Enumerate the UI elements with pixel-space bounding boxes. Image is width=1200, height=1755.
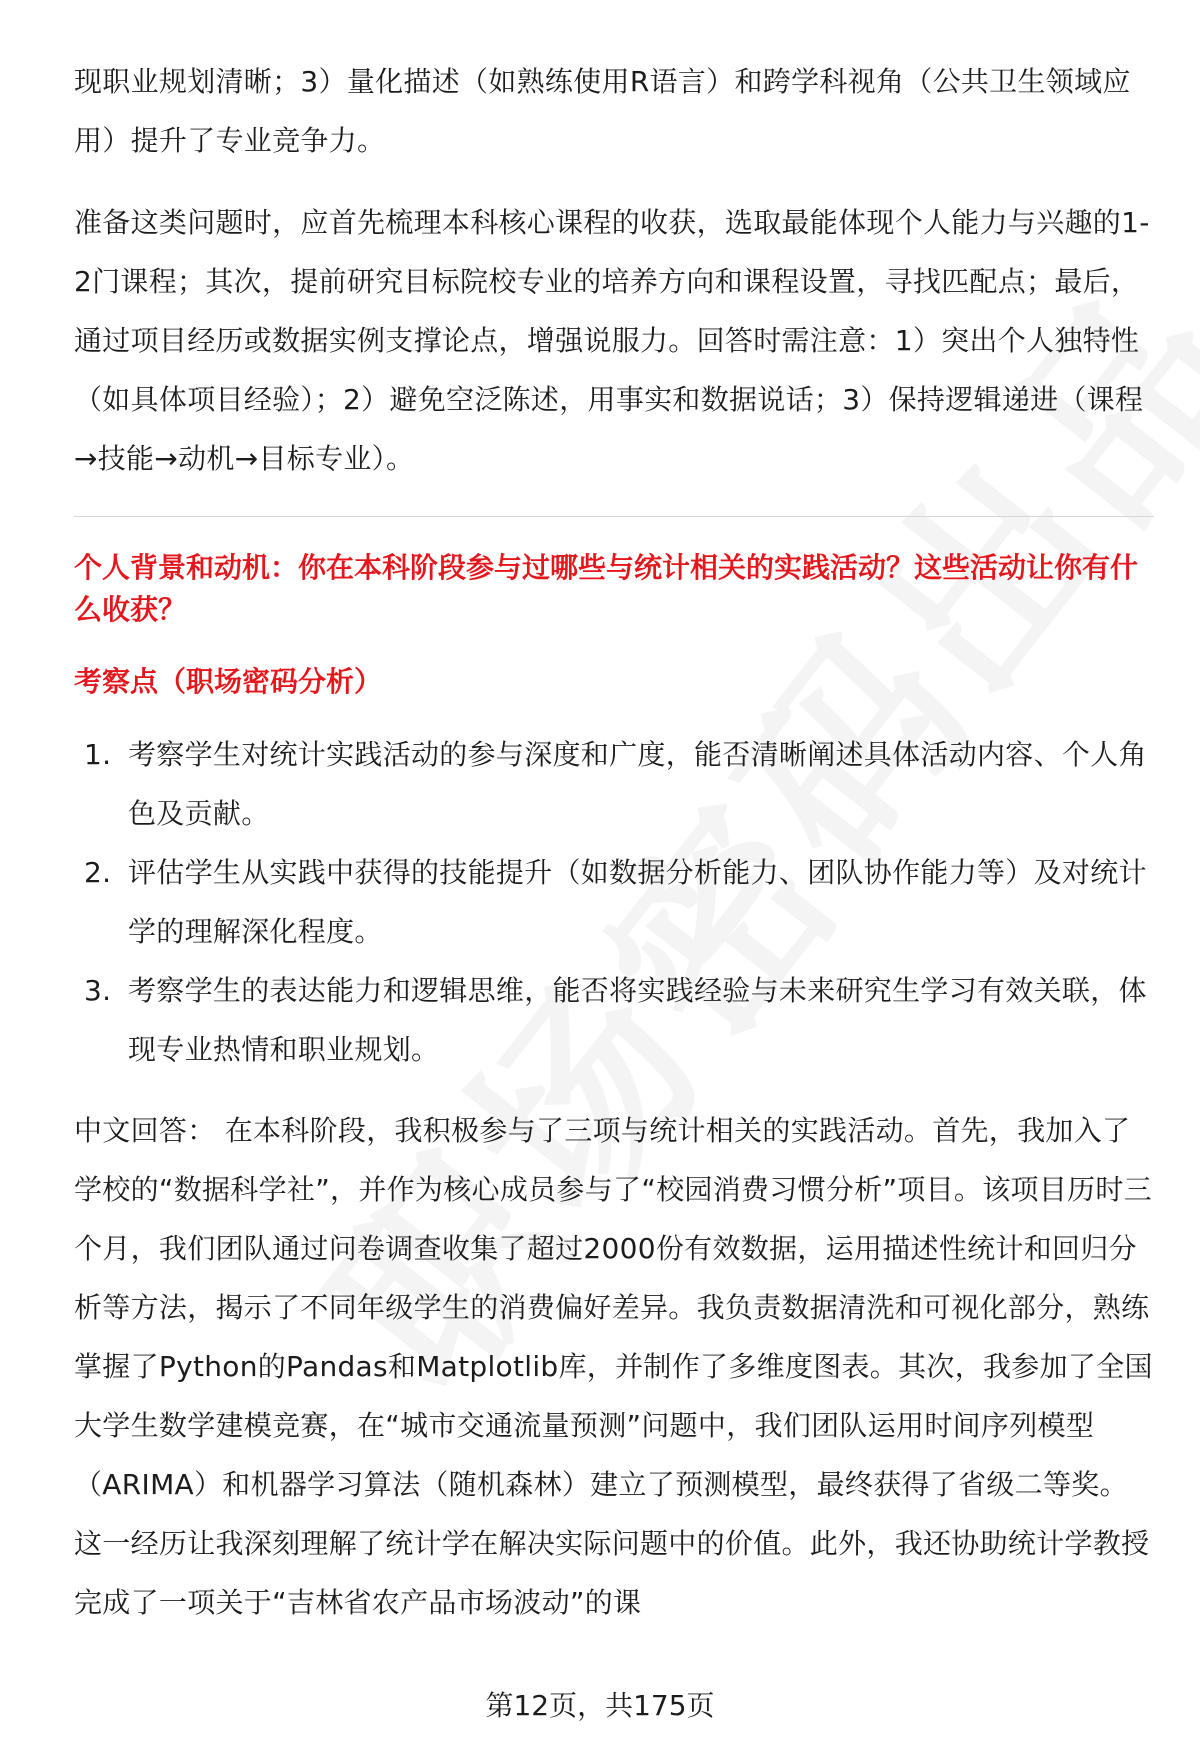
list-item-text: 评估学生从实践中获得的技能提升（如数据分析能力、团队协作能力等）及对统计学的理解深化程度。 <box>128 856 1147 948</box>
question-title: 个人背景和动机：你在本科阶段参与过哪些与统计相关的实践活动？这些活动让你有什么收获？ <box>74 551 1139 626</box>
assessment-points-heading: 考察点（职场密码分析） <box>74 665 383 698</box>
answer-paragraph: 中文回答： 在本科阶段，我积极参与了三项与统计相关的实践活动。首先，我加入了学校的“数据科学社”，并作为核心成员参与了“校园消费习惯分析”项目。该项目历时三个月，我们团队通过问卷调查收集了超过2000份有效数据，运用描述性统计和回归分析等方法，揭示了不同年级学生的消费偏好差异。我负责数据清洗和可视化部分，熟练掌握了Python的Pandas和Matplotlib库，并制作了多维度图表。其次，我参加了全国大学生数学建模竞赛，在“城市交通流量预测”问题中，我们团队运用时间序列模型（ARIMA）和机器学习算法（随机森林）建立了预测模型，最终获得了省级二等奖。这一经历让我深刻理解了统计学在解决实际问题中的价值。此外，我还协助统计学教授完成了一项关于“吉林省农产品市场波动”的课 <box>74 1114 1153 1619</box>
paragraph-career-summary: 现职业规划清晰；3）量化描述（如熟练使用R语言）和跨学科视角（公共卫生领域应用）提升了专业竞争力。 <box>74 65 1131 157</box>
list-item <box>74 843 1154 961</box>
list-item-number: 1. <box>84 738 112 771</box>
paragraph-preparation-advice: 准备这类问题时，应首先梳理本科核心课程的收获，选取最能体现个人能力与兴趣的1-2门课程；其次，提前研究目标院校专业的培养方向和课程设置，寻找匹配点；最后，通过项目经历或数据实例支撑论点，增强说服力。回答时需注意：1）突出个人独特性（如具体项目经验）；2）避免空泛陈述，用事实和数据说话；3）保持逻辑递进（课程→技能→动机→目标专业）。 <box>74 206 1150 475</box>
page-indicator: 第12页，共175页 <box>485 1689 715 1722</box>
list-item-text: 考察学生的表达能力和逻辑思维，能否将实践经验与未来研究生学习有效关联，体现专业热情和职业规划。 <box>128 974 1147 1066</box>
list-item-text: 考察学生对统计实践活动的参与深度和广度，能否清晰阐述具体活动内容、个人角色及贡献。 <box>128 738 1147 830</box>
assessment-points-list <box>74 725 1154 1079</box>
list-item <box>74 725 1154 843</box>
list-item-number: 3. <box>84 974 112 1007</box>
page-content <box>74 52 1154 1632</box>
section-divider <box>74 516 1154 517</box>
list-item-number: 2. <box>84 856 112 889</box>
list-item <box>74 961 1154 1079</box>
